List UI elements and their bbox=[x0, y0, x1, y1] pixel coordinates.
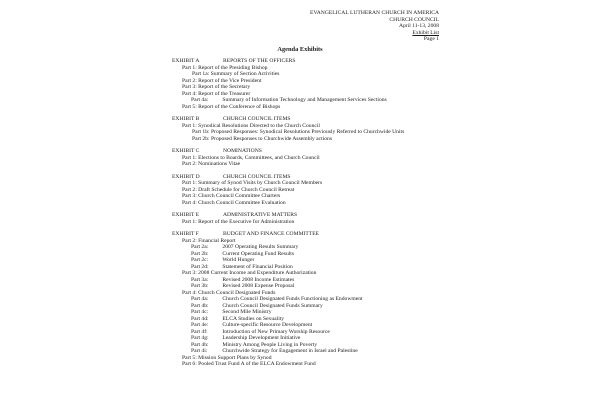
header-council-line: CHURCH COUNCIL bbox=[389, 16, 439, 23]
part-text: Church Council Designated Funds Summary bbox=[222, 302, 323, 309]
exhibit-block bbox=[172, 116, 462, 142]
exhibit-id: EXHIBIT B bbox=[172, 116, 200, 122]
part-text: Culture-specific Resource Development bbox=[222, 322, 313, 328]
part-label: Part 3a: bbox=[191, 276, 209, 283]
header-page-number: Page 1 bbox=[423, 36, 439, 43]
exhibit-heading-text: NOMINATIONS bbox=[223, 148, 262, 154]
exhibit-block bbox=[172, 174, 462, 207]
document-header bbox=[310, 10, 439, 43]
part-label: Part 2: bbox=[182, 237, 197, 244]
part-label: Part 3b: bbox=[191, 283, 209, 289]
part-text: ELCA Studies on Sexuality bbox=[222, 315, 285, 322]
part-label: Part 4h: bbox=[191, 341, 209, 348]
exhibit-heading-text: REPORTS OF THE OFFICERS bbox=[223, 58, 296, 64]
exhibit-part-item bbox=[172, 161, 462, 168]
page-title: Agenda Exhibits bbox=[277, 46, 323, 53]
part-text: Revised 2008 Expense Proposal bbox=[222, 283, 295, 289]
part-label: Part 6: bbox=[182, 361, 197, 367]
part-label: Part 4i: bbox=[191, 348, 208, 354]
part-text: Second Mile Ministry bbox=[222, 309, 272, 315]
part-text: Leadership Development Initiative bbox=[222, 335, 301, 341]
exhibit-id: EXHIBIT F bbox=[172, 231, 199, 237]
part-label: Part 2: bbox=[182, 186, 197, 193]
part-label: Part 4a: bbox=[191, 296, 209, 302]
part-text: 2007 Operating Results Summary bbox=[222, 244, 299, 250]
exhibit-list-link[interactable]: Exhibit List bbox=[412, 29, 439, 36]
part-text: Proposed Responses to Churchwide Assembly actions bbox=[210, 135, 333, 142]
part-label: Part 1: bbox=[182, 154, 197, 161]
part-label: Part 1: bbox=[182, 122, 197, 129]
part-text: Introduction of New Primary Worship Resource bbox=[222, 328, 330, 335]
part-text: Financial Report bbox=[198, 237, 236, 244]
part-text: Church Council Committee Evaluation bbox=[198, 199, 286, 206]
part-text: Summary of Section Activities bbox=[210, 71, 280, 77]
part-text: Church Council Designated Funds bbox=[198, 289, 276, 296]
part-text: Pooled Trust Fund A of the ELCA Endowment Fund bbox=[198, 361, 316, 367]
part-label: Part 4f: bbox=[191, 328, 208, 335]
part-text: Church Council Designated Funds Functioning as Endowment bbox=[222, 296, 363, 302]
part-text: Mission Support Plans by Synod bbox=[198, 354, 272, 361]
part-text: 2008 Current Income and Expenditure Authorization bbox=[198, 270, 317, 276]
part-label: Part 4d: bbox=[191, 315, 209, 322]
part-text: Report of the Presiding Bishop bbox=[198, 64, 268, 71]
part-label: Part 2a: bbox=[191, 244, 209, 250]
part-label: Part 1: bbox=[182, 180, 197, 186]
part-text: Proposed Responses: Synodical Resolutions Previously Referred to Churchwide Units bbox=[210, 129, 405, 135]
part-text: Report of the Vice President bbox=[198, 77, 262, 84]
part-label: Part 1: bbox=[182, 218, 197, 225]
exhibit-part-item bbox=[172, 219, 462, 226]
part-label: Part 1: bbox=[182, 64, 197, 71]
exhibit-part-item bbox=[172, 136, 462, 143]
exhibit-block bbox=[172, 148, 462, 168]
exhibit-part-item bbox=[172, 104, 462, 111]
exhibit-heading-text: CHURCH COUNCIL ITEMS bbox=[223, 173, 291, 180]
part-text: Draft Schedule for Church Council Retreat bbox=[198, 186, 295, 193]
part-text: World Hunger bbox=[222, 257, 255, 263]
part-label: Part 4g: bbox=[191, 335, 209, 341]
part-text: Churchwide Strategy for Engagement in Israel and Palestine bbox=[222, 348, 358, 354]
part-text: Nominations Vitae bbox=[198, 161, 241, 167]
part-text: Statement of Financial Position bbox=[222, 263, 293, 270]
part-label: Part 2b: bbox=[191, 250, 209, 257]
part-text: Report of the Executive for Administration bbox=[198, 218, 295, 225]
exhibit-id: EXHIBIT A bbox=[172, 58, 200, 64]
part-label: Part 4: bbox=[182, 199, 197, 206]
part-label: Part 4c: bbox=[191, 309, 209, 315]
part-text: Summary of Information Technology and Management Services Sections bbox=[222, 97, 387, 103]
part-label: Part 4: bbox=[182, 90, 197, 97]
header-date-line: April 11-13, 2008 bbox=[398, 23, 439, 30]
part-text: Summary of Synod Visits by Church Council Members bbox=[198, 180, 323, 186]
exhibit-list bbox=[172, 58, 462, 374]
part-label: Part 5: bbox=[182, 103, 197, 110]
part-text: Synodical Resolutions Directed to the Church Council bbox=[198, 122, 320, 129]
exhibit-block bbox=[172, 212, 462, 225]
part-text: Ministry Among People Living in Poverty bbox=[222, 341, 318, 348]
exhibit-id: EXHIBIT E bbox=[172, 212, 200, 218]
part-label: Part 3: bbox=[182, 84, 197, 90]
part-label: Part 2: bbox=[182, 77, 197, 84]
exhibit-part-item bbox=[172, 200, 462, 207]
header-org-line: EVANGELICAL LUTHERAN CHURCH IN AMERICA bbox=[310, 10, 439, 16]
part-label: Part 4a: bbox=[191, 97, 209, 103]
part-label: Part 2b: bbox=[192, 135, 210, 142]
part-text: Elections to Boards, Committees, and Church Council bbox=[198, 154, 320, 161]
exhibit-block bbox=[172, 58, 462, 110]
part-text: Church Council Committee Charters bbox=[198, 193, 281, 199]
part-label: Part 2c: bbox=[191, 257, 209, 263]
exhibit-heading-text: CHURCH COUNCIL ITEMS bbox=[223, 116, 291, 122]
exhibit-block bbox=[172, 231, 462, 368]
part-text: Current Operating Fund Results bbox=[222, 250, 295, 257]
part-text: Report of the Conference of Bishops bbox=[198, 103, 281, 110]
exhibit-heading-text: ADMINISTRATIVE MATTERS bbox=[223, 212, 298, 218]
part-text: Report of the Treasurer bbox=[198, 90, 251, 97]
exhibit-id: EXHIBIT C bbox=[172, 148, 200, 154]
exhibit-part-item bbox=[172, 361, 462, 368]
exhibit-heading-text: BUDGET AND FINANCE COMMITTEE bbox=[223, 231, 320, 237]
part-label: Part 2: bbox=[182, 161, 197, 167]
part-label: Part 1b: bbox=[192, 129, 210, 135]
part-label: Part 3: bbox=[182, 193, 197, 199]
part-text: Revised 2008 Income Estimates bbox=[222, 276, 295, 283]
part-text: Report of the Secretary bbox=[198, 84, 251, 90]
part-label: Part 4b: bbox=[191, 302, 209, 309]
part-label: Part 4: bbox=[182, 289, 197, 296]
part-label: Part 4e: bbox=[191, 322, 209, 328]
exhibit-id: EXHIBIT D bbox=[172, 173, 200, 180]
part-label: Part 1a: bbox=[192, 71, 210, 77]
part-label: Part 3: bbox=[182, 270, 197, 276]
part-label: Part 2d: bbox=[191, 263, 209, 270]
part-label: Part 5: bbox=[182, 354, 197, 361]
